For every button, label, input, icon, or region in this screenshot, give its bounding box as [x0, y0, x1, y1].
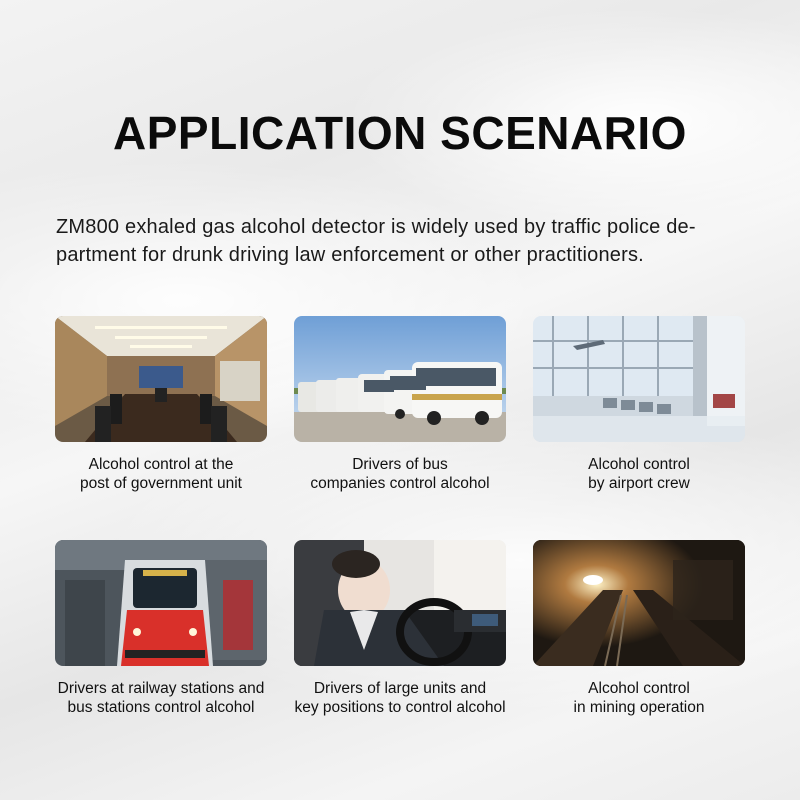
scenario-card-government	[55, 316, 267, 493]
description-line: partment for drunk driving law enforcement or other practitioners.	[56, 244, 644, 266]
bus-fleet-photo	[294, 316, 506, 442]
scenario-caption: Alcohol control by airport crew	[588, 456, 690, 492]
subway-train-photo	[55, 540, 267, 666]
mine-tunnel-photo	[533, 540, 745, 666]
scenario-caption: Drivers of bus companies control alcohol	[310, 456, 490, 492]
scenario-card-airport	[533, 316, 745, 493]
description-line: ZM800 exhaled gas alcohol detector is widely used by traffic police de-	[56, 216, 696, 238]
scenario-caption: Alcohol control at the post of government unit	[80, 456, 242, 492]
scenario-card-railway	[55, 540, 267, 717]
scenario-caption: Alcohol control in mining operation	[573, 680, 705, 716]
conference-room-photo	[55, 316, 267, 442]
scenario-card-bus	[294, 316, 506, 493]
page-title: APPLICATION SCENARIO	[113, 107, 687, 159]
scenario-caption: Drivers at railway stations and bus stations control alcohol	[57, 680, 265, 716]
scenario-card-mining	[533, 540, 745, 717]
car-driver-photo	[294, 540, 506, 666]
scenario-card-driver	[294, 540, 506, 717]
airport-terminal-photo	[533, 316, 745, 442]
description	[56, 213, 756, 269]
scenario-caption: Drivers of large units and key positions to control alcohol	[294, 680, 506, 716]
